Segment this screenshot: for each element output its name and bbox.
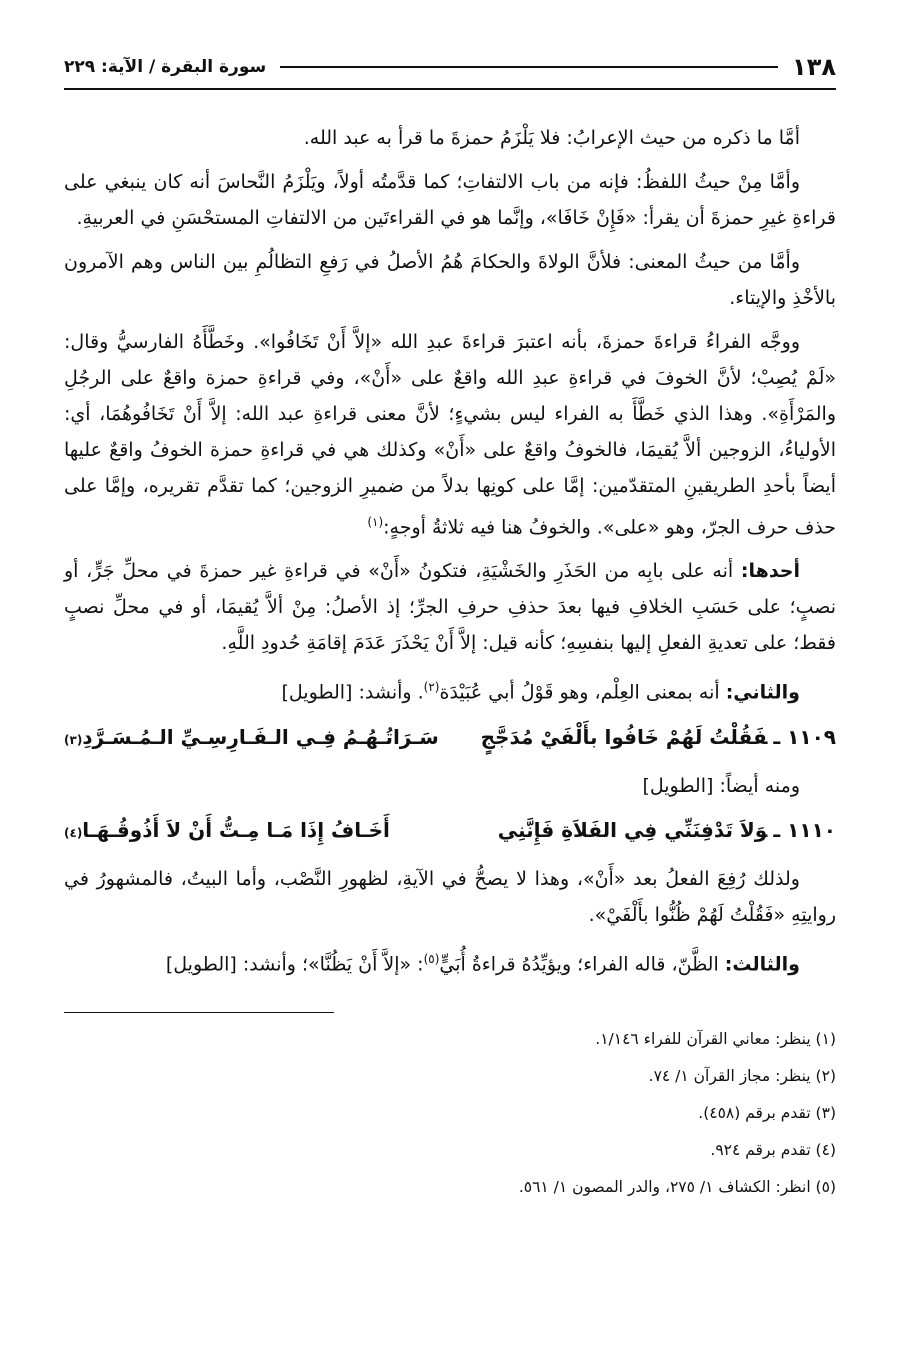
paragraph-farra xyxy=(64,324,836,545)
third-view-tail: : «إلاَّ أَنْ يَظُنَّا»؛ وأنشد: xyxy=(242,952,424,975)
paragraph-first-view xyxy=(64,553,836,661)
verse-1109-second-hemistich xyxy=(64,719,439,758)
footnote-2: (٢) ينظر: مجاز القرآن ١/ ٧٤. xyxy=(648,1066,836,1085)
book-page xyxy=(64,52,836,1206)
footnote-separator xyxy=(64,1012,334,1013)
paragraph-lafz: وأمَّا مِنْ حيثُ اللفظُ: فإنه من باب الالتفاتِ؛ كما قدَّمتُه أولاً، ويَلْزَمُ النَّحاسَ أنه كان ينبغي على قراءةِ غيرِ حمزةَ أن يقرأ: «فَإِنْ خَافَا»، وإنَّما هو في القراءتَين من الالتفاتِ المستحْسَنِ في العربيةِ. xyxy=(64,171,836,229)
verse-1110-right: وَلاَ تَدْفِنَنِّي فِي الفَلاَةِ فَإِنَّنِي xyxy=(497,817,768,842)
verse-1110-second-hemistich xyxy=(64,812,390,851)
interlude-line: ومنه أيضاً: [الطويل] xyxy=(642,774,800,797)
footnote-4: (٤) تقدم برقم ٩٢٤. xyxy=(710,1140,836,1159)
paragraph-third-view xyxy=(64,941,836,982)
first-view-lead: أحدها: xyxy=(740,560,800,583)
verse-1110 xyxy=(64,812,836,851)
paragraph-maana: وأمَّا من حيثُ المعنى: فلأنَّ الولاةَ والحكامَ هُمُ الأصلُ في رَفعِ التظالُمِ بين الناس وهم الآمرون بالأخْذِ والإيتاء. xyxy=(64,251,836,309)
footnote-3: (٣) تقدم برقم (٤٥٨). xyxy=(698,1103,836,1122)
surah-reference: سورة البقرة / الآية: ٢٢٩ xyxy=(64,57,267,77)
third-view-text: الظَّنّ، قاله الفراء؛ ويؤيِّدُهُ قراءةُ أُبَيٍّ xyxy=(439,952,719,975)
verse-1109-left: سَـرَاتُـهُـمُ فِـي الـفَـارِسِـيِّ الـمُـسَـرَّدِ xyxy=(82,724,439,749)
paragraph-farra-text: ووجَّه الفراءُ قراءةَ حمزةَ، بأنه اعتبرَ قراءةَ عبدِ الله «إلاَّ أَنْ تَخَافُوا». وخَطَّأَهُ الفارسيُّ وقال: «لَمْ يُصِبْ؛ لأنَّ الخوفَ في قراءةِ عبدِ الله واقعٌ على «أَنْ»، وفي قراءةِ حمزة واقعٌ على الرجُلِ والمَرْأَةِ». وهذا الذي خَطَّأَ به الفراء ليس بشيءٍ؛ لأنَّ معنى قراءةِ عبد الله: إلاَّ أَنْ تَخَافُوهُمَا، أي: الأولياءُ، الزوجين ألاَّ يُقيمَا، فالخوفُ واقعٌ على «أَنْ» وكذلك هي في قراءةِ حمزة الخوفُ واقعٌ عليها أيضاً بأحدِ الطريقينِ المتقدّمين: إمَّا على كونِها بدلاً من ضميرِ الزوجين؛ كما تقدَّم تقريره، وإمَّا على حذف حرف الجرّ، وهو «على». والخوفُ هنا فيه ثلاثةُ أوجهٍ: xyxy=(64,331,836,539)
second-view-tail: . وأنشد: [الطويل] xyxy=(281,681,424,704)
third-view-lead: والثالث: xyxy=(724,952,800,975)
running-head xyxy=(64,52,836,82)
verse-1110-number: ١١١٠ ـ xyxy=(773,817,836,842)
verse-1110-left: أَخَـافُ إِذَا مَـا مِـتُّ أَنْ لاَ أَذُوقُـهَـا xyxy=(82,817,390,842)
verse-1109-right: فَقُلْتُ لَهُمْ خَافُوا بأَلْفَيْ مُدَجَّجٍ xyxy=(480,724,768,749)
footnote-5: (٥) انظر: الكشاف ١/ ٢٧٥، والدر المصون ١/ ٥٦١. xyxy=(518,1177,836,1196)
verse-1109 xyxy=(64,719,836,758)
footnote-ref-4: (٤) xyxy=(64,825,83,840)
paragraph-after-verse: ولذلك رُفِعَ الفعلُ بعد «أَنْ»، وهذا لا يصحُّ في الآيةِ، لظهورِ النَّصْب، وأما البيتُ، فالمشهورُ في روايتِهِ «فَقُلْتُ لَهُمْ ظُنُّوا بأَلْفَيْ». xyxy=(64,867,836,926)
verse-1109-first-hemistich xyxy=(481,719,836,755)
footnote-ref-5: (٥) xyxy=(423,951,440,966)
header-divider xyxy=(64,88,836,90)
footnotes xyxy=(64,1021,836,1206)
footnote-1: (١) ينظر: معاني القرآن للفراء ١/١٤٦. xyxy=(595,1029,836,1048)
first-view-text: أنه على بابِه من الحَذَرِ والخَشْيَةِ، فتكونُ «أَنْ» في قراءةِ غير حمزةَ في محلِّ جَرٍّ، أو نصبٍ؛ على حَسَبِ الخلافِ فيها بعدَ حذفِ حرفِ الجرِّ؛ إذ الأصلُ: مِنْ ألاَّ يُقيمَا، أو في محلِّ نصبٍ فقط؛ على تعديةِ الفعلِ إليها بنفسِهِ؛ كأنه قيل: إلاَّ أَنْ يَحْذَرَ عَدَمَ إقامَةِ حُدودِ اللَّهِ. xyxy=(64,560,836,655)
verse-1110-first-hemistich xyxy=(498,812,836,848)
footnote-ref-2: (٢) xyxy=(423,680,440,695)
verse-1109-number: ١١٠٩ ـ xyxy=(773,724,836,749)
second-view-lead: والثاني: xyxy=(725,681,800,704)
paragraph-second-view xyxy=(64,669,836,710)
second-view-text: أنه بمعنى العِلْم، وهو قَوْلُ أبي عُبَيْدَة xyxy=(439,681,720,704)
paragraph-irab: أمَّا ما ذكره من حيث الإعرابُ: فلا يَلْزَمُ حمزةَ ما قرأ به عبد الله. xyxy=(303,127,800,149)
footnote-ref-1: (١) xyxy=(367,515,384,529)
page-number: ١٣٨ xyxy=(792,53,836,81)
main-text xyxy=(64,120,836,982)
third-view-meter: [الطويل] xyxy=(165,952,237,975)
header-rule xyxy=(280,66,778,68)
footnote-ref-3: (٣) xyxy=(64,732,83,747)
